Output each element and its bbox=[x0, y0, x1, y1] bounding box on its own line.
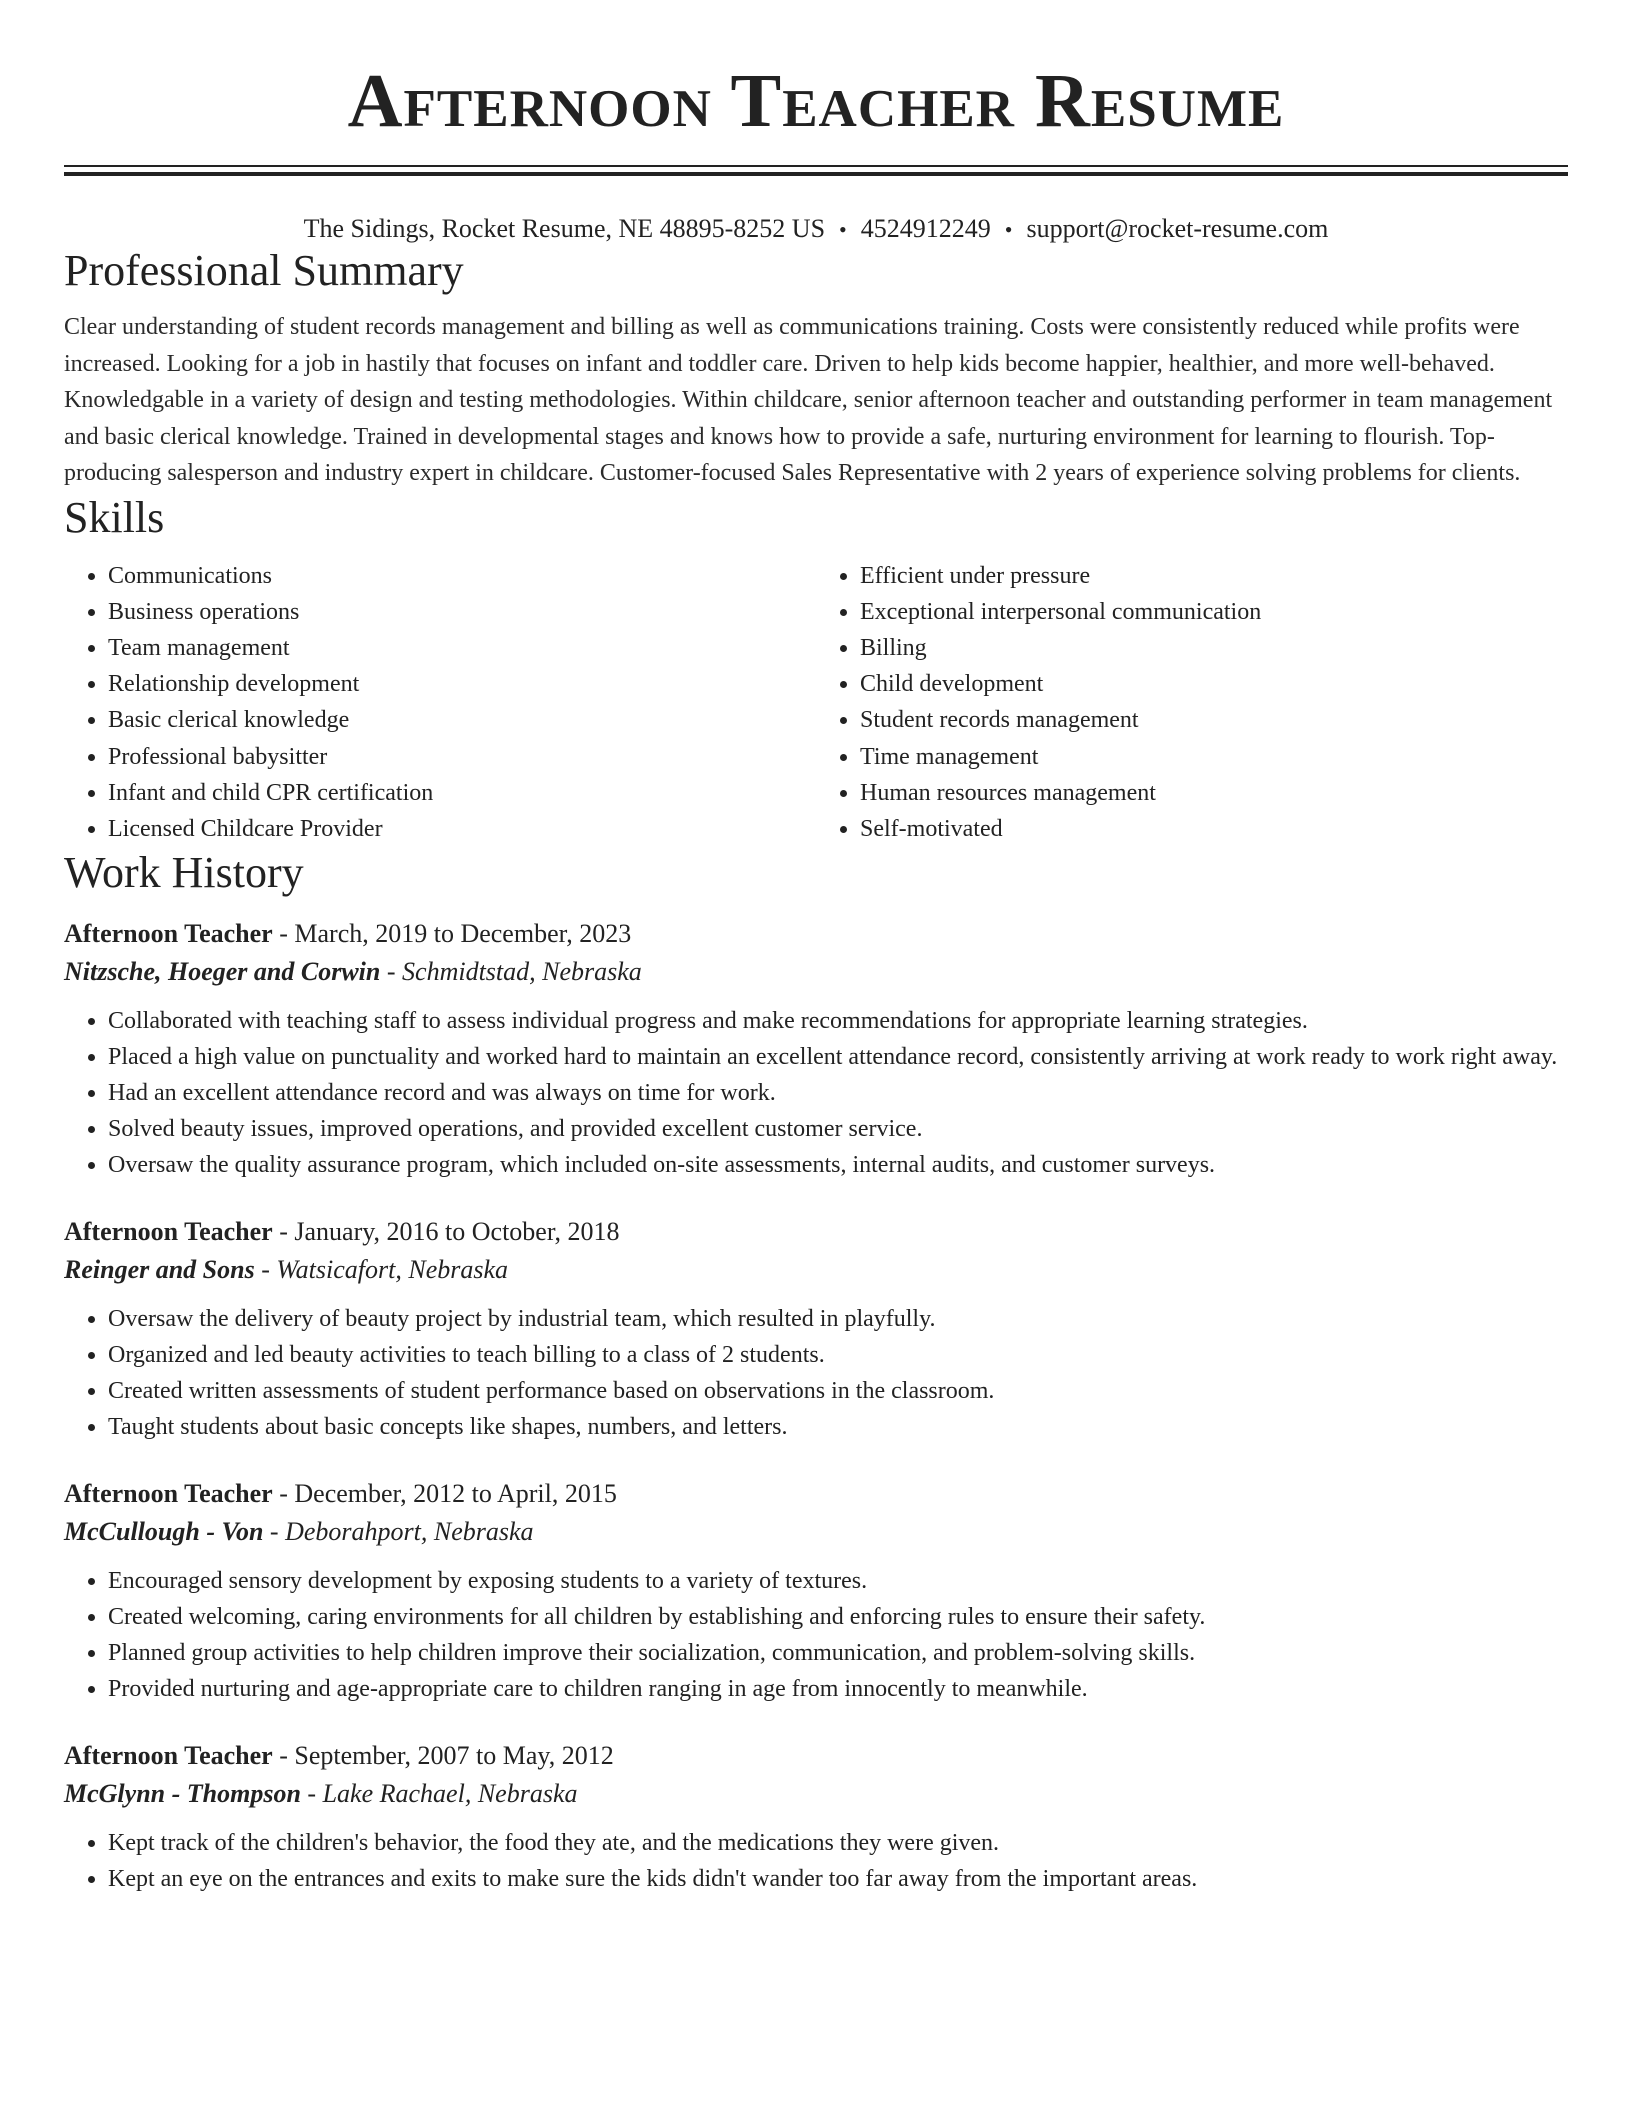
job-company-line bbox=[64, 953, 1568, 991]
resume-page bbox=[64, 0, 1568, 1897]
job-bullets bbox=[64, 1301, 1568, 1445]
job-location: Deborahport, Nebraska bbox=[285, 1517, 534, 1547]
skill-item: • Student records management bbox=[860, 702, 1568, 738]
skill-item: • Licensed Childcare Provider bbox=[108, 811, 816, 847]
dash-separator: - bbox=[272, 1479, 295, 1509]
job-bullets bbox=[64, 1003, 1568, 1183]
skills-list-left bbox=[64, 558, 816, 848]
job-company-line bbox=[64, 1251, 1568, 1289]
job-company: McGlynn - Thompson bbox=[64, 1779, 301, 1809]
summary-heading: Professional Summary bbox=[64, 246, 464, 295]
skill-item: • Self-motivated bbox=[860, 811, 1568, 847]
bullet-separator: • bbox=[1004, 217, 1013, 242]
skill-item: • Infant and child CPR certification bbox=[108, 775, 816, 811]
contact-line bbox=[64, 214, 1568, 245]
job-title-line bbox=[64, 1737, 1568, 1775]
dash-separator: - bbox=[272, 919, 295, 949]
job-bullet: • Collaborated with teaching staff to assess individual progress and make recommendations for appropriate learning strategies. bbox=[108, 1003, 1568, 1039]
job-title-line bbox=[64, 915, 1568, 953]
skill-item: • Business operations bbox=[108, 594, 816, 630]
job-company-line bbox=[64, 1775, 1568, 1813]
bullet-separator: • bbox=[839, 217, 847, 242]
job-company: Reinger and Sons bbox=[64, 1255, 255, 1285]
dash-separator: - bbox=[263, 1517, 286, 1547]
job-dates: December, 2012 to April, 2015 bbox=[294, 1479, 617, 1509]
skill-item: • Professional babysitter bbox=[108, 739, 816, 775]
job-bullet: • Taught students about basic concepts like shapes, numbers, and letters. bbox=[108, 1409, 1568, 1445]
job-title: Afternoon Teacher bbox=[64, 919, 273, 949]
skill-item: • Human resources management bbox=[860, 775, 1568, 811]
job-bullet: • Created welcoming, caring environments for all children by establishing and enforcing rules to ensure their safety. bbox=[108, 1599, 1568, 1635]
job-bullet: • Oversaw the quality assurance program, which included on-site assessments, internal audits, and customer surveys. bbox=[108, 1147, 1568, 1183]
job-location: Lake Rachael, Nebraska bbox=[322, 1779, 578, 1809]
job-bullet: • Placed a high value on punctuality and worked hard to maintain an excellent attendance record, consistently arriving at work ready to work right away. bbox=[108, 1039, 1568, 1075]
skills-heading: Skills bbox=[64, 492, 165, 542]
job-bullet: • Solved beauty issues, improved operations, and provided excellent customer service. bbox=[108, 1111, 1568, 1147]
skill-item: • Team management bbox=[108, 630, 816, 666]
skill-item: • Basic clerical knowledge bbox=[108, 702, 816, 738]
divider-thin-line bbox=[64, 165, 1568, 167]
title-divider bbox=[64, 165, 1568, 176]
job-title-line bbox=[64, 1475, 1568, 1513]
summary-text: Clear understanding of student records management and billing as well as communications training. Costs were consistently reduced while profits were increased. Looking for a job in hastily that focuses on infant and toddler care. Driven to help kids become happier, healthier, and more well-behaved. Knowledgable in a variety of design and testing methodologies. Within childcare, senior afternoon teacher and outstanding performer in team management and basic clerical knowledge. Trained in developmental stages and knows how to provide a safe, nurturing environment for learning to flourish. Top-producing salesperson and industry expert in childcare. Customer-focused Sales Representative with 2 years of experience solving problems for clients. bbox=[64, 314, 1553, 486]
dash-separator: - bbox=[254, 1255, 277, 1285]
job-title-line bbox=[64, 1213, 1568, 1251]
job-bullet: • Organized and led beauty activities to teach billing to a class of 2 students. bbox=[108, 1337, 1568, 1373]
job-bullet: • Planned group activities to help children improve their socialization, communication, and problem-solving skills. bbox=[108, 1635, 1568, 1671]
job-bullet: • Kept an eye on the entrances and exits to make sure the kids didn't wander too far away from the important areas. bbox=[108, 1861, 1568, 1897]
job-entry bbox=[64, 1475, 1568, 1707]
job-title: Afternoon Teacher bbox=[64, 1217, 273, 1247]
skill-item: • Communications bbox=[108, 558, 816, 594]
divider-thick-line bbox=[64, 172, 1568, 176]
job-dates: September, 2007 to May, 2012 bbox=[294, 1741, 614, 1771]
dash-separator: - bbox=[300, 1779, 323, 1809]
job-bullets bbox=[64, 1563, 1568, 1707]
job-location: Schmidtstad, Nebraska bbox=[402, 957, 642, 987]
job-bullet: • Provided nurturing and age-appropriate care to children ranging in age from innocently to meanwhile. bbox=[108, 1671, 1568, 1707]
job-bullet: • Kept track of the children's behavior, the food they ate, and the medications they were given. bbox=[108, 1825, 1568, 1861]
contact-phone: 4524912249 bbox=[860, 214, 991, 243]
job-bullet: • Created written assessments of student performance based on observations in the classroom. bbox=[108, 1373, 1568, 1409]
job-title: Afternoon Teacher bbox=[64, 1741, 273, 1771]
job-company: Nitzsche, Hoeger and Corwin bbox=[64, 957, 381, 987]
contact-email: support@rocket-resume.com bbox=[1026, 214, 1329, 243]
skill-item: • Time management bbox=[860, 739, 1568, 775]
job-bullet: • Had an excellent attendance record and was always on time for work. bbox=[108, 1075, 1568, 1111]
skill-item: • Exceptional interpersonal communication bbox=[860, 594, 1568, 630]
job-dates: March, 2019 to December, 2023 bbox=[294, 919, 632, 949]
contact-address: The Sidings, Rocket Resume, NE 48895-8252 US bbox=[303, 214, 826, 243]
dash-separator: - bbox=[380, 957, 403, 987]
work-history-heading: Work History bbox=[64, 848, 304, 898]
job-bullets bbox=[64, 1825, 1568, 1897]
job-title: Afternoon Teacher bbox=[64, 1479, 273, 1509]
dash-separator: - bbox=[272, 1217, 295, 1247]
skill-item: • Relationship development bbox=[108, 666, 816, 702]
job-company: McCullough - Von bbox=[64, 1517, 264, 1547]
skills-grid bbox=[64, 558, 1568, 848]
dash-separator: - bbox=[272, 1741, 295, 1771]
job-bullet: • Encouraged sensory development by exposing students to a variety of textures. bbox=[108, 1563, 1568, 1599]
resume-title: Afternoon Teacher Resume bbox=[347, 59, 1285, 143]
job-bullet: • Oversaw the delivery of beauty project by industrial team, which resulted in playfully. bbox=[108, 1301, 1568, 1337]
job-company-line bbox=[64, 1513, 1568, 1551]
job-entry bbox=[64, 1737, 1568, 1897]
skill-item: • Billing bbox=[860, 630, 1568, 666]
job-location: Watsicafort, Nebraska bbox=[276, 1255, 509, 1285]
job-dates: January, 2016 to October, 2018 bbox=[294, 1217, 620, 1247]
skills-list-right bbox=[816, 558, 1568, 848]
skill-item: • Efficient under pressure bbox=[860, 558, 1568, 594]
job-entry bbox=[64, 915, 1568, 1183]
job-entry bbox=[64, 1213, 1568, 1445]
skill-item: • Child development bbox=[860, 666, 1568, 702]
